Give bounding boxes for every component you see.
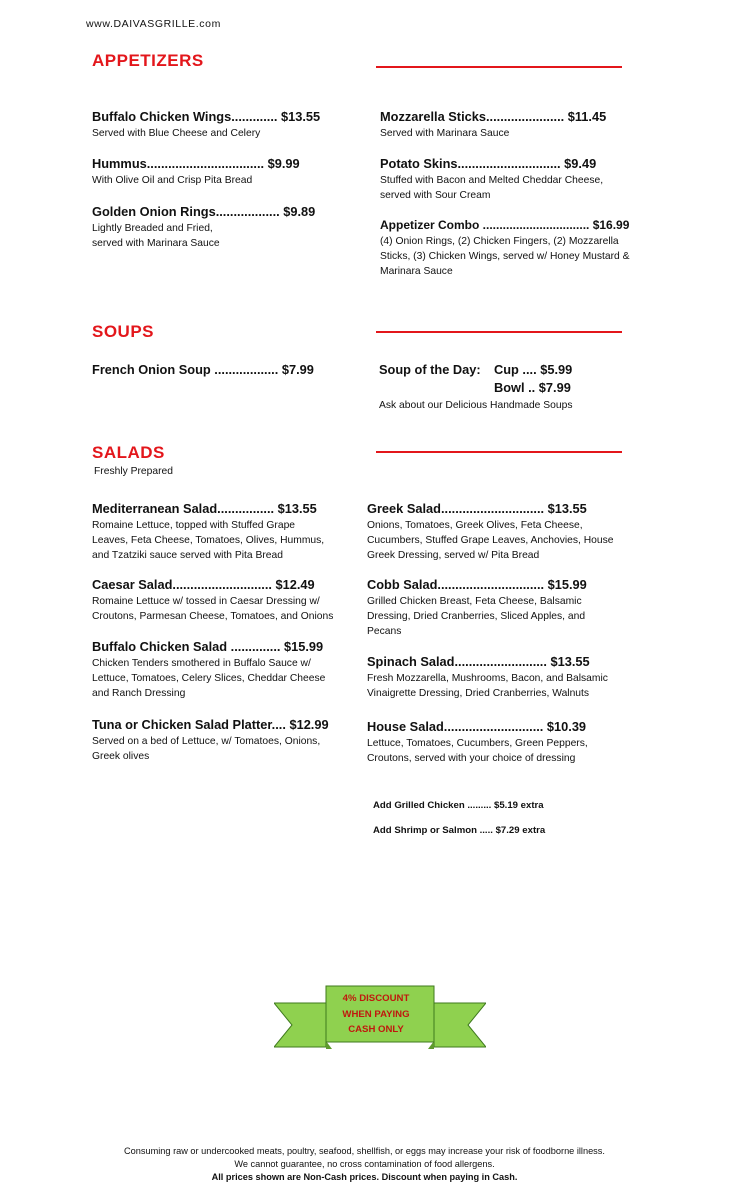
item-name: Golden Onion Rings.................. $9.89	[92, 204, 316, 219]
item-description: Romaine Lettuce, topped with Stuffed Grape Leaves, Feta Cheese, Tomatoes, Olives, Hummus, and Tzatziki sauce served with Pita Bread	[92, 520, 325, 561]
discount-banner-text	[327, 991, 425, 1038]
menu-item-caesar-salad	[92, 576, 333, 624]
item-description: Onions, Tomatoes, Greek Olives, Feta Cheese, Cucumbers, Stuffed Grape Leaves, Anchovies, House Greek Dressing, served w/ Pita Bread	[367, 520, 614, 561]
footer-food-safety-warning: Consuming raw or undercooked meats, poultry, seafood, shellfish, or eggs may increase your risk of foodborne illness.	[124, 1146, 605, 1156]
item-name: Tuna or Chicken Salad Platter.... $12.99	[92, 717, 329, 732]
menu-item-french-onion-soup: French Onion Soup .................. $7.99	[92, 362, 314, 377]
menu-item-appetizer-combo	[380, 216, 630, 279]
item-name: Appetizer Combo ................................ $16.99	[380, 218, 630, 232]
item-name: Greek Salad............................. $13.55	[367, 501, 587, 516]
menu-item-greek-salad	[367, 500, 614, 563]
item-name: Mozzarella Sticks...................... $11.45	[380, 109, 607, 124]
menu-item-house-salad	[367, 718, 588, 766]
item-description: Served with Blue Cheese and Celery	[92, 128, 261, 139]
item-description: Stuffed with Bacon and Melted Cheddar Cheese, served with Sour Cream	[380, 175, 604, 201]
addon-shrimp-salmon: Add Shrimp or Salmon ..... $7.29 extra	[373, 825, 546, 836]
soup-of-day-label: Soup of the Day:	[379, 362, 481, 377]
menu-item-mediterranean-salad	[92, 500, 324, 563]
soup-note: Ask about our Delicious Handmade Soups	[379, 400, 573, 411]
menu-item-spinach-salad	[367, 653, 608, 701]
menu-item-onion-rings	[92, 203, 315, 251]
item-name: Caesar Salad............................ $12.49	[92, 577, 315, 592]
appetizers-divider	[376, 66, 622, 68]
item-description: Lettuce, Tomatoes, Cucumbers, Green Peppers, Croutons, served with your choice of dressing	[367, 738, 588, 764]
menu-item-buffalo-wings	[92, 108, 320, 141]
soups-divider	[376, 331, 622, 333]
menu-item-mozzarella-sticks	[380, 108, 606, 141]
banner-line-3: CASH ONLY	[348, 1024, 404, 1035]
item-name: Spinach Salad.......................... $13.55	[367, 654, 590, 669]
soup-cup-price: Cup .... $5.99	[494, 362, 573, 377]
item-description: Lightly Breaded and Fried, served with Marinara Sauce	[92, 223, 220, 249]
footer-pricing-note: All prices shown are Non-Cash prices. Discount when paying in Cash.	[211, 1172, 518, 1182]
banner-line-1: 4% DISCOUNT	[342, 993, 410, 1004]
item-name: Mediterranean Salad................ $13.55	[92, 501, 317, 516]
item-name: Potato Skins............................. $9.49	[380, 156, 597, 171]
menu-item-potato-skins	[380, 155, 603, 203]
item-name: Buffalo Chicken Salad .............. $15.99	[92, 639, 324, 654]
website-url[interactable]: www.DAIVASGRILLE.com	[86, 18, 221, 30]
salads-subtitle: Freshly Prepared	[94, 466, 173, 477]
item-name: Cobb Salad.............................. $15.99	[367, 577, 587, 592]
salads-heading: SALADS	[92, 443, 165, 462]
footer-allergen-note: We cannot guarantee, no cross contamination of food allergens.	[234, 1159, 495, 1169]
menu-item-buffalo-chicken-salad	[92, 638, 325, 701]
item-description: Served with Marinara Sauce	[380, 128, 510, 139]
item-description: Served on a bed of Lettuce, w/ Tomatoes, Onions, Greek olives	[92, 736, 321, 762]
appetizers-heading: APPETIZERS	[92, 51, 204, 70]
salads-divider	[376, 451, 622, 453]
soups-heading: SOUPS	[92, 322, 155, 341]
item-description: (4) Onion Rings, (2) Chicken Fingers, (2) Mozzarella Sticks, (3) Chicken Wings, served w/ Honey Mustard & Marinara Sauce	[380, 236, 630, 277]
item-description: Romaine Lettuce w/ tossed in Caesar Dressing w/ Croutons, Parmesan Cheese, Tomatoes, and Onions	[92, 596, 334, 622]
item-name: House Salad............................ $10.39	[367, 719, 587, 734]
banner-line-2: WHEN PAYING	[342, 1008, 410, 1020]
menu-item-hummus	[92, 155, 300, 188]
item-description: Grilled Chicken Breast, Feta Cheese, Balsamic Dressing, Dried Cranberries, Sliced Apples, and Pecans	[367, 596, 586, 637]
item-name: Hummus................................. $9.99	[92, 156, 300, 171]
item-description: Chicken Tenders smothered in Buffalo Sauce w/ Lettuce, Tomatoes, Celery Slices, Cheddar Cheese and Ranch Dressing	[92, 658, 326, 699]
menu-item-tuna-chicken-platter	[92, 716, 329, 764]
item-description: With Olive Oil and Crisp Pita Bread	[92, 175, 253, 186]
menu-item-cobb-salad	[367, 576, 587, 639]
soup-bowl-price: Bowl .. $7.99	[494, 380, 571, 395]
item-description: Fresh Mozzarella, Mushrooms, Bacon, and Balsamic Vinaigrette Dressing, Dried Cranberries, Walnuts	[367, 673, 608, 699]
addon-grilled-chicken: Add Grilled Chicken ......... $5.19 extra	[373, 800, 544, 811]
item-name: Buffalo Chicken Wings............. $13.55	[92, 109, 321, 124]
